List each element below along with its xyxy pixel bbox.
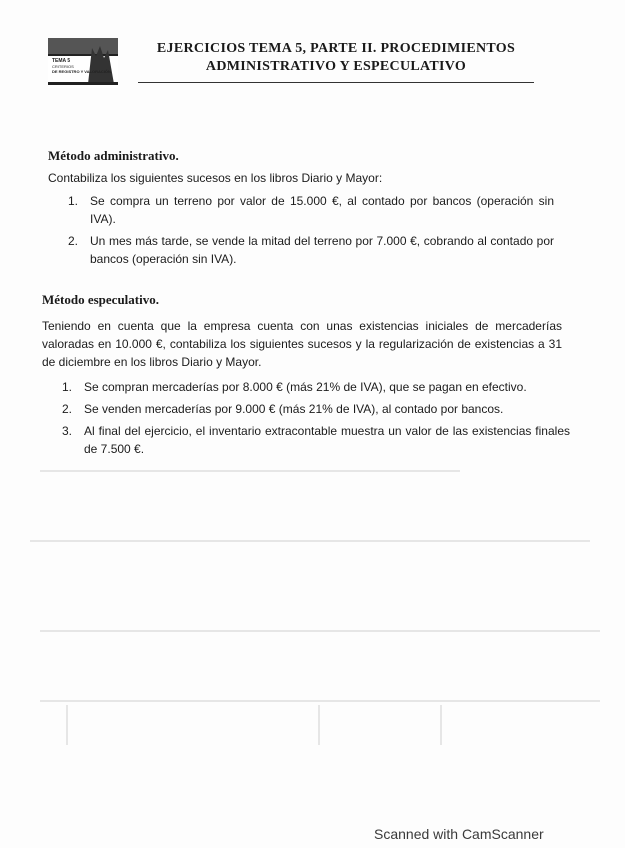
title-line-1: EJERCICIOS TEMA 5, PARTE II. PROCEDIMIENTOS xyxy=(156,41,516,56)
scan-artifact-line xyxy=(66,705,68,745)
scan-artifact-line xyxy=(440,705,442,745)
list-item xyxy=(68,192,554,228)
scan-artifact-line xyxy=(318,705,320,745)
list-item xyxy=(62,400,570,418)
especulativo-intro: Teniendo en cuenta que la empresa cuenta con unas existencias iniciales de mercaderías valoradas en 10.000 €, contabiliza los siguientes sucesos y la regularización de existencias a 31 de diciembre en los libros Diario y Mayor. xyxy=(42,319,562,369)
scan-artifact-line xyxy=(40,630,600,632)
list-item-text: Se venden mercaderías por 9.000 € (más 21% de IVA), al contado por bancos. xyxy=(84,402,504,416)
scan-artifact-line xyxy=(30,540,590,542)
scanner-watermark: Scanned with CamScanner xyxy=(374,826,544,842)
especulativo-list xyxy=(62,378,570,462)
list-item-text: Al final del ejercicio, el inventario extracontable muestra un valor de las existencias finales de 7.500 €. xyxy=(84,424,570,456)
scan-artifact-line xyxy=(40,700,600,702)
list-item-text: Se compran mercaderías por 8.000 € (más 21% de IVA), que se pagan en efectivo. xyxy=(84,380,527,394)
page-title xyxy=(140,40,532,76)
course-logo xyxy=(48,38,118,88)
logo-line-1: TEMA 5 xyxy=(52,58,71,64)
list-item-number: 1. xyxy=(68,194,79,208)
section-heading-especulativo: Método especulativo. xyxy=(42,292,159,307)
list-item xyxy=(68,232,554,268)
administrativo-intro: Contabiliza los siguientes sucesos en los libros Diario y Mayor: xyxy=(48,171,383,185)
title-underline xyxy=(138,82,534,83)
logo-line-3: DE REGISTRO Y VALORACIÓN xyxy=(52,69,111,74)
scan-artifact-line xyxy=(40,470,460,472)
list-item-number: 1. xyxy=(62,380,73,394)
list-item-number: 2. xyxy=(62,402,73,416)
administrativo-list xyxy=(68,192,554,272)
list-item-number: 3. xyxy=(62,424,73,438)
list-item xyxy=(62,422,570,458)
list-item-text: Un mes más tarde, se vende la mitad del terreno por 7.000 €, cobrando al contado por bancos (operación sin IVA). xyxy=(90,234,554,266)
list-item-text: Se compra un terreno por valor de 15.000 €, al contado por bancos (operación sin IVA). xyxy=(90,194,554,226)
section-heading-administrativo: Método administrativo. xyxy=(48,148,179,163)
list-item-number: 2. xyxy=(68,234,79,248)
logo-line-2: CRITERIOS xyxy=(52,64,74,69)
title-line-2: ADMINISTRATIVO Y ESPECULATIVO xyxy=(205,59,467,74)
list-item xyxy=(62,378,570,396)
